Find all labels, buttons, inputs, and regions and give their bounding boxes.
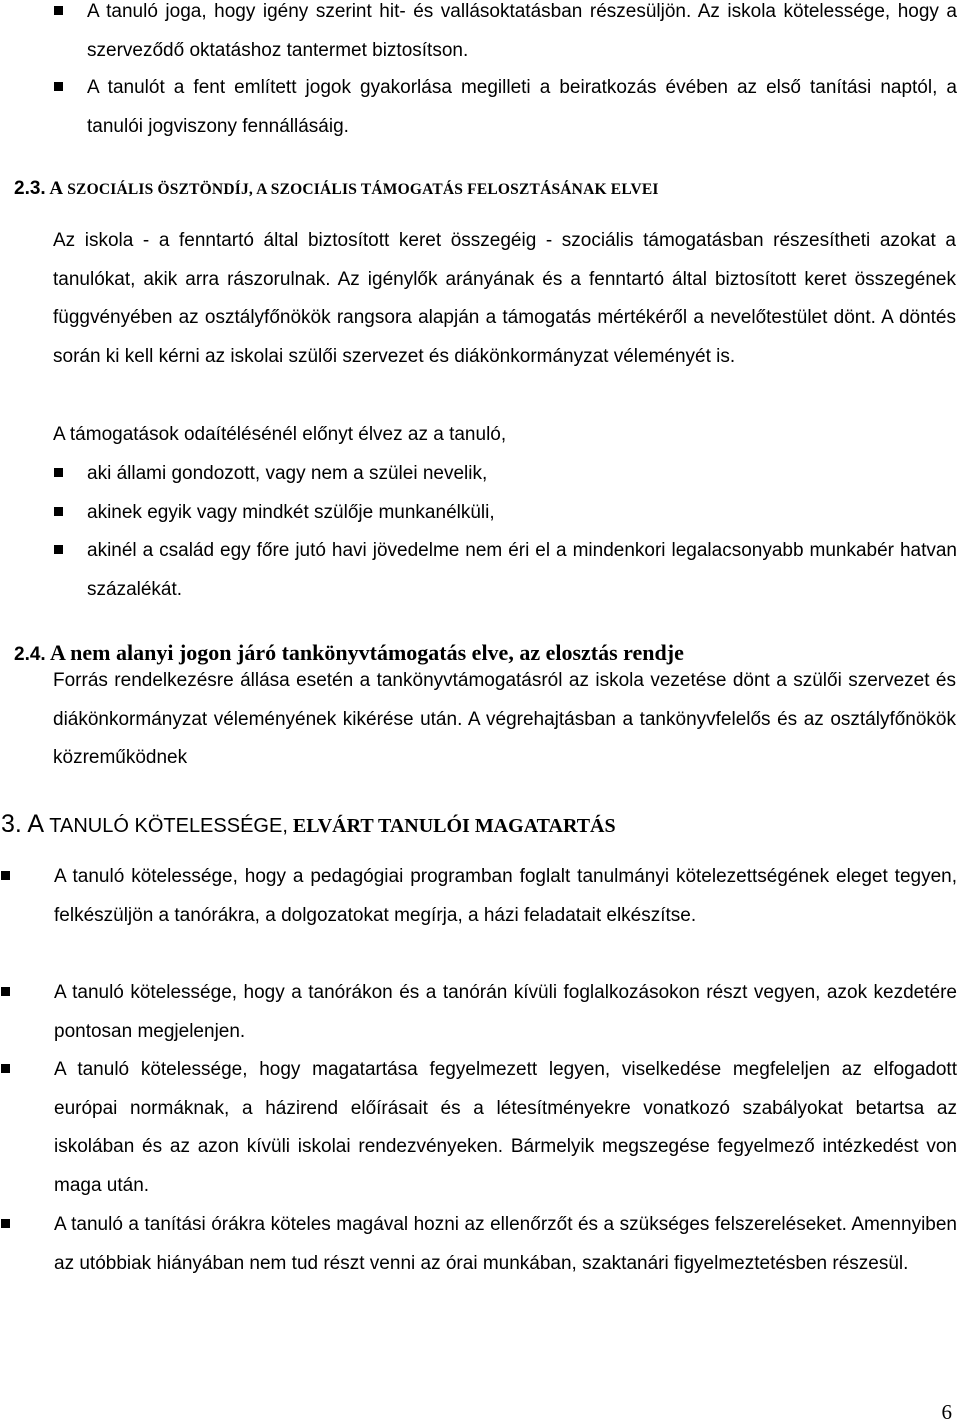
top-bullet-1: A tanuló joga, hogy igény szerint hit- és vallásoktatásban részesüljön. Az iskola kötelessége, hogy a szerveződő oktatáshoz tantermet biztosítson. [87,1,957,61]
bullet-marker [54,545,63,554]
duty-item-2: A tanuló kötelessége, hogy a tanórákon és a tanórán kívüli foglalkozásokon részt vegyen, azok kezdetére pontosan megjelenjen. [54,982,957,1042]
bullet-marker [1,987,10,996]
section-2-3-paragraph: Az iskola - a fenntartó által biztosított keret összegéig - szociális támogatásban részesítheti azokat a tanulókat, akik arra rászorulnak. Az igénylők arányának és a fenntartó által biztosított keret összegének függvényében az osztályfőnökök rangsora alapján a támogatás mértékéről a nevelőtestület dönt. A döntés során ki kell kérni az iskolai szülői szervezet és diákönkormányzat véleményét is. [53,230,956,367]
bullet-marker [1,1219,10,1228]
section-number: 2.3. [14,178,46,199]
bullet-marker [1,1064,10,1073]
bullet-marker [54,6,63,15]
section-2-3-intro: A támogatások odaítélésénél előnyt élvez az a tanuló, [53,424,507,445]
section-3-heading [1,810,616,839]
duty-item-1: A tanuló kötelessége, hogy a pedagógiai programban foglalt tanulmányi kötelezettségének eleget tegyen, felkészüljön a tanórákra, a dolgozatokat megírja, a házi feladatait elkészítse. [54,866,957,926]
duty-item-4: A tanuló a tanítási órákra köteles magával hozni az ellenőrzőt és a szükséges felszereléseket. Amennyiben az utóbbiak hiányában nem tud részt venni az órai munkában, szaktanári figyelmeztetésben részesül. [54,1214,957,1274]
section-title: SZOCIÁLIS ÖSZTÖNDÍJ, A SZOCIÁLIS TÁMOGATÁS FELOSZTÁSÁNAK ELVEI [63,181,659,198]
page-number: 6 [941,1400,952,1424]
bullet-marker [54,82,63,91]
bullet-marker [54,507,63,516]
bullet-marker [1,871,10,880]
duty-item-3: A tanuló kötelessége, hogy magatartása fegyelmezett legyen, viselkedése megfeleljen az elfogadott európai normáknak, a házirend előírásait és a létesítményekre vonatkozó szabályokat betartsa az iskolában és az azon kívüli iskolai rendezvényeken. Bármelyik megszegése fegyelmező intézkedést von maga után. [54,1059,957,1196]
section-title-initial: A [49,178,64,199]
support-criterion-1: aki állami gondozott, vagy nem a szülei nevelik, [87,463,488,484]
section-title: ELVÁRT TANULÓI MAGATARTÁS [287,815,616,837]
section-number: 3. A [1,810,45,838]
bullet-marker [54,468,63,477]
section-2-4-paragraph: Forrás rendelkezésre állása esetén a tankönyvtámogatásról az iskola vezetése dönt a szülői szervezet és diákönkormányzat véleményének kikérése után. A végrehajtásban a tankönyvfelelős és az osztályfőnökök közreműködnek [53,670,956,768]
support-criterion-3: akinél a család egy főre jutó havi jövedelme nem éri el a mindenkori legalacsonyabb munkabér hatvan százalékát. [87,540,957,600]
support-criterion-2: akinek egyik vagy mindkét szülője munkanélküli, [87,502,495,523]
section-2-3-heading [14,178,659,200]
section-title-part: TANULÓ KÖTELESSÉGE, [44,815,288,837]
section-number: 2.4. [14,644,46,665]
section-title: A nem alanyi jogon járó tankönyvtámogatás elve, az elosztás rendje [45,640,684,665]
top-bullet-2: A tanulót a fent említett jogok gyakorlása megilleti a beiratkozás évében az első tanítási naptól, a tanulói jogviszony fennállásáig. [87,77,957,137]
